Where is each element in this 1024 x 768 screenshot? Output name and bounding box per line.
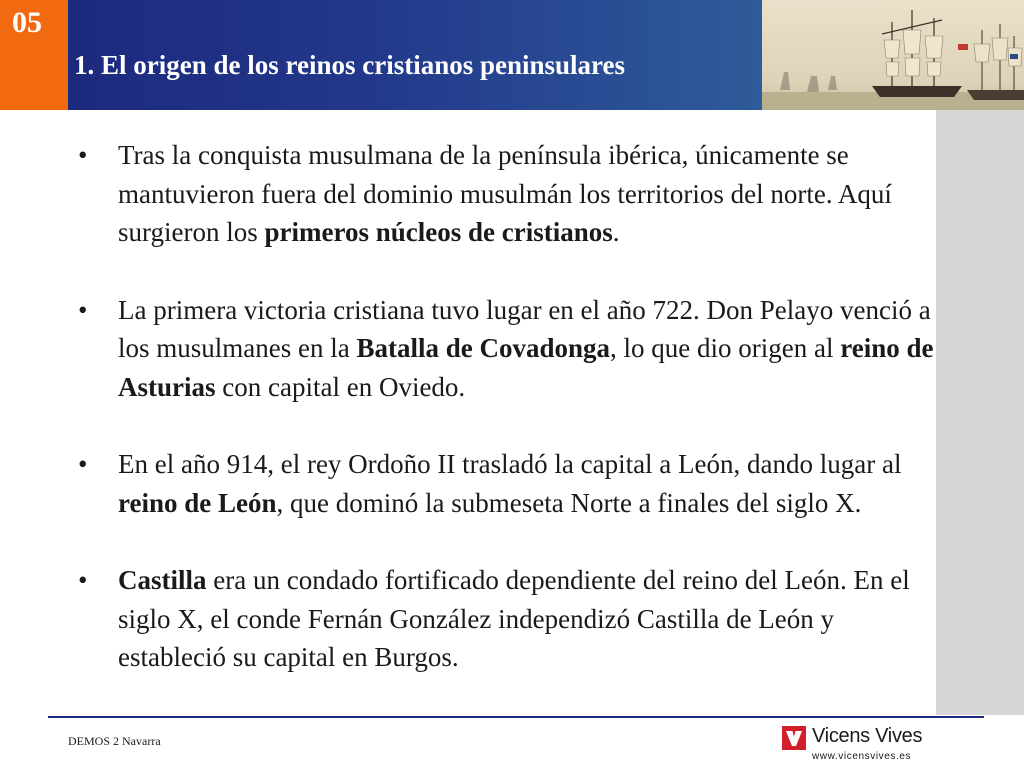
bullet-text: La primera victoria cristiana tuvo lugar en el año 722. Don Pelayo venció a los musulmanes en la Batalla de Covadonga, lo que dio origen al reino de Asturias con capital en Oviedo. xyxy=(118,294,934,402)
bullet-symbol: • xyxy=(78,449,88,479)
bullet-item xyxy=(78,445,938,522)
bullet-item xyxy=(78,561,938,677)
bullet-list xyxy=(78,136,938,716)
chapter-badge xyxy=(0,0,68,110)
footer-divider xyxy=(48,716,984,718)
bullet-text: En el año 914, el rey Ordoño II trasladó la capital a León, dando lugar al reino de León, que dominó la submeseta Norte a finales del siglo X. xyxy=(118,449,902,518)
bullet-symbol: • xyxy=(78,140,88,170)
logo-url: www.vicensvives.es xyxy=(812,751,912,762)
right-sidebar xyxy=(936,110,1024,715)
vicens-vives-v-icon xyxy=(782,726,806,755)
bullet-item xyxy=(78,291,938,407)
bullet-symbol: • xyxy=(78,565,88,595)
vicens-vives-logo[interactable] xyxy=(782,724,932,768)
slide-title: 1. El origen de los reinos cristianos peninsulares xyxy=(74,50,626,80)
footer-book-title: DEMOS 2 Navarra xyxy=(68,734,161,748)
slide-header xyxy=(0,0,1024,110)
bullet-text: Tras la conquista musulmana de la península ibérica, únicamente se mantuvieron fuera del dominio musulmán los territorios del norte. Aquí surgieron los primeros núcleos de cristianos. xyxy=(118,140,892,247)
chapter-number: 05 xyxy=(12,6,42,39)
bullet-symbol: • xyxy=(78,294,88,325)
bullet-text: Castilla era un condado fortificado dependiente del reino del León. En el siglo X, el conde Fernán González independizó Castilla de León y estableció su capital en Burgos. xyxy=(118,565,910,672)
bullet-item xyxy=(78,136,938,252)
sailing-ships-image xyxy=(762,0,1024,110)
title-band xyxy=(68,0,762,110)
logo-name: Vicens Vives xyxy=(812,725,923,747)
